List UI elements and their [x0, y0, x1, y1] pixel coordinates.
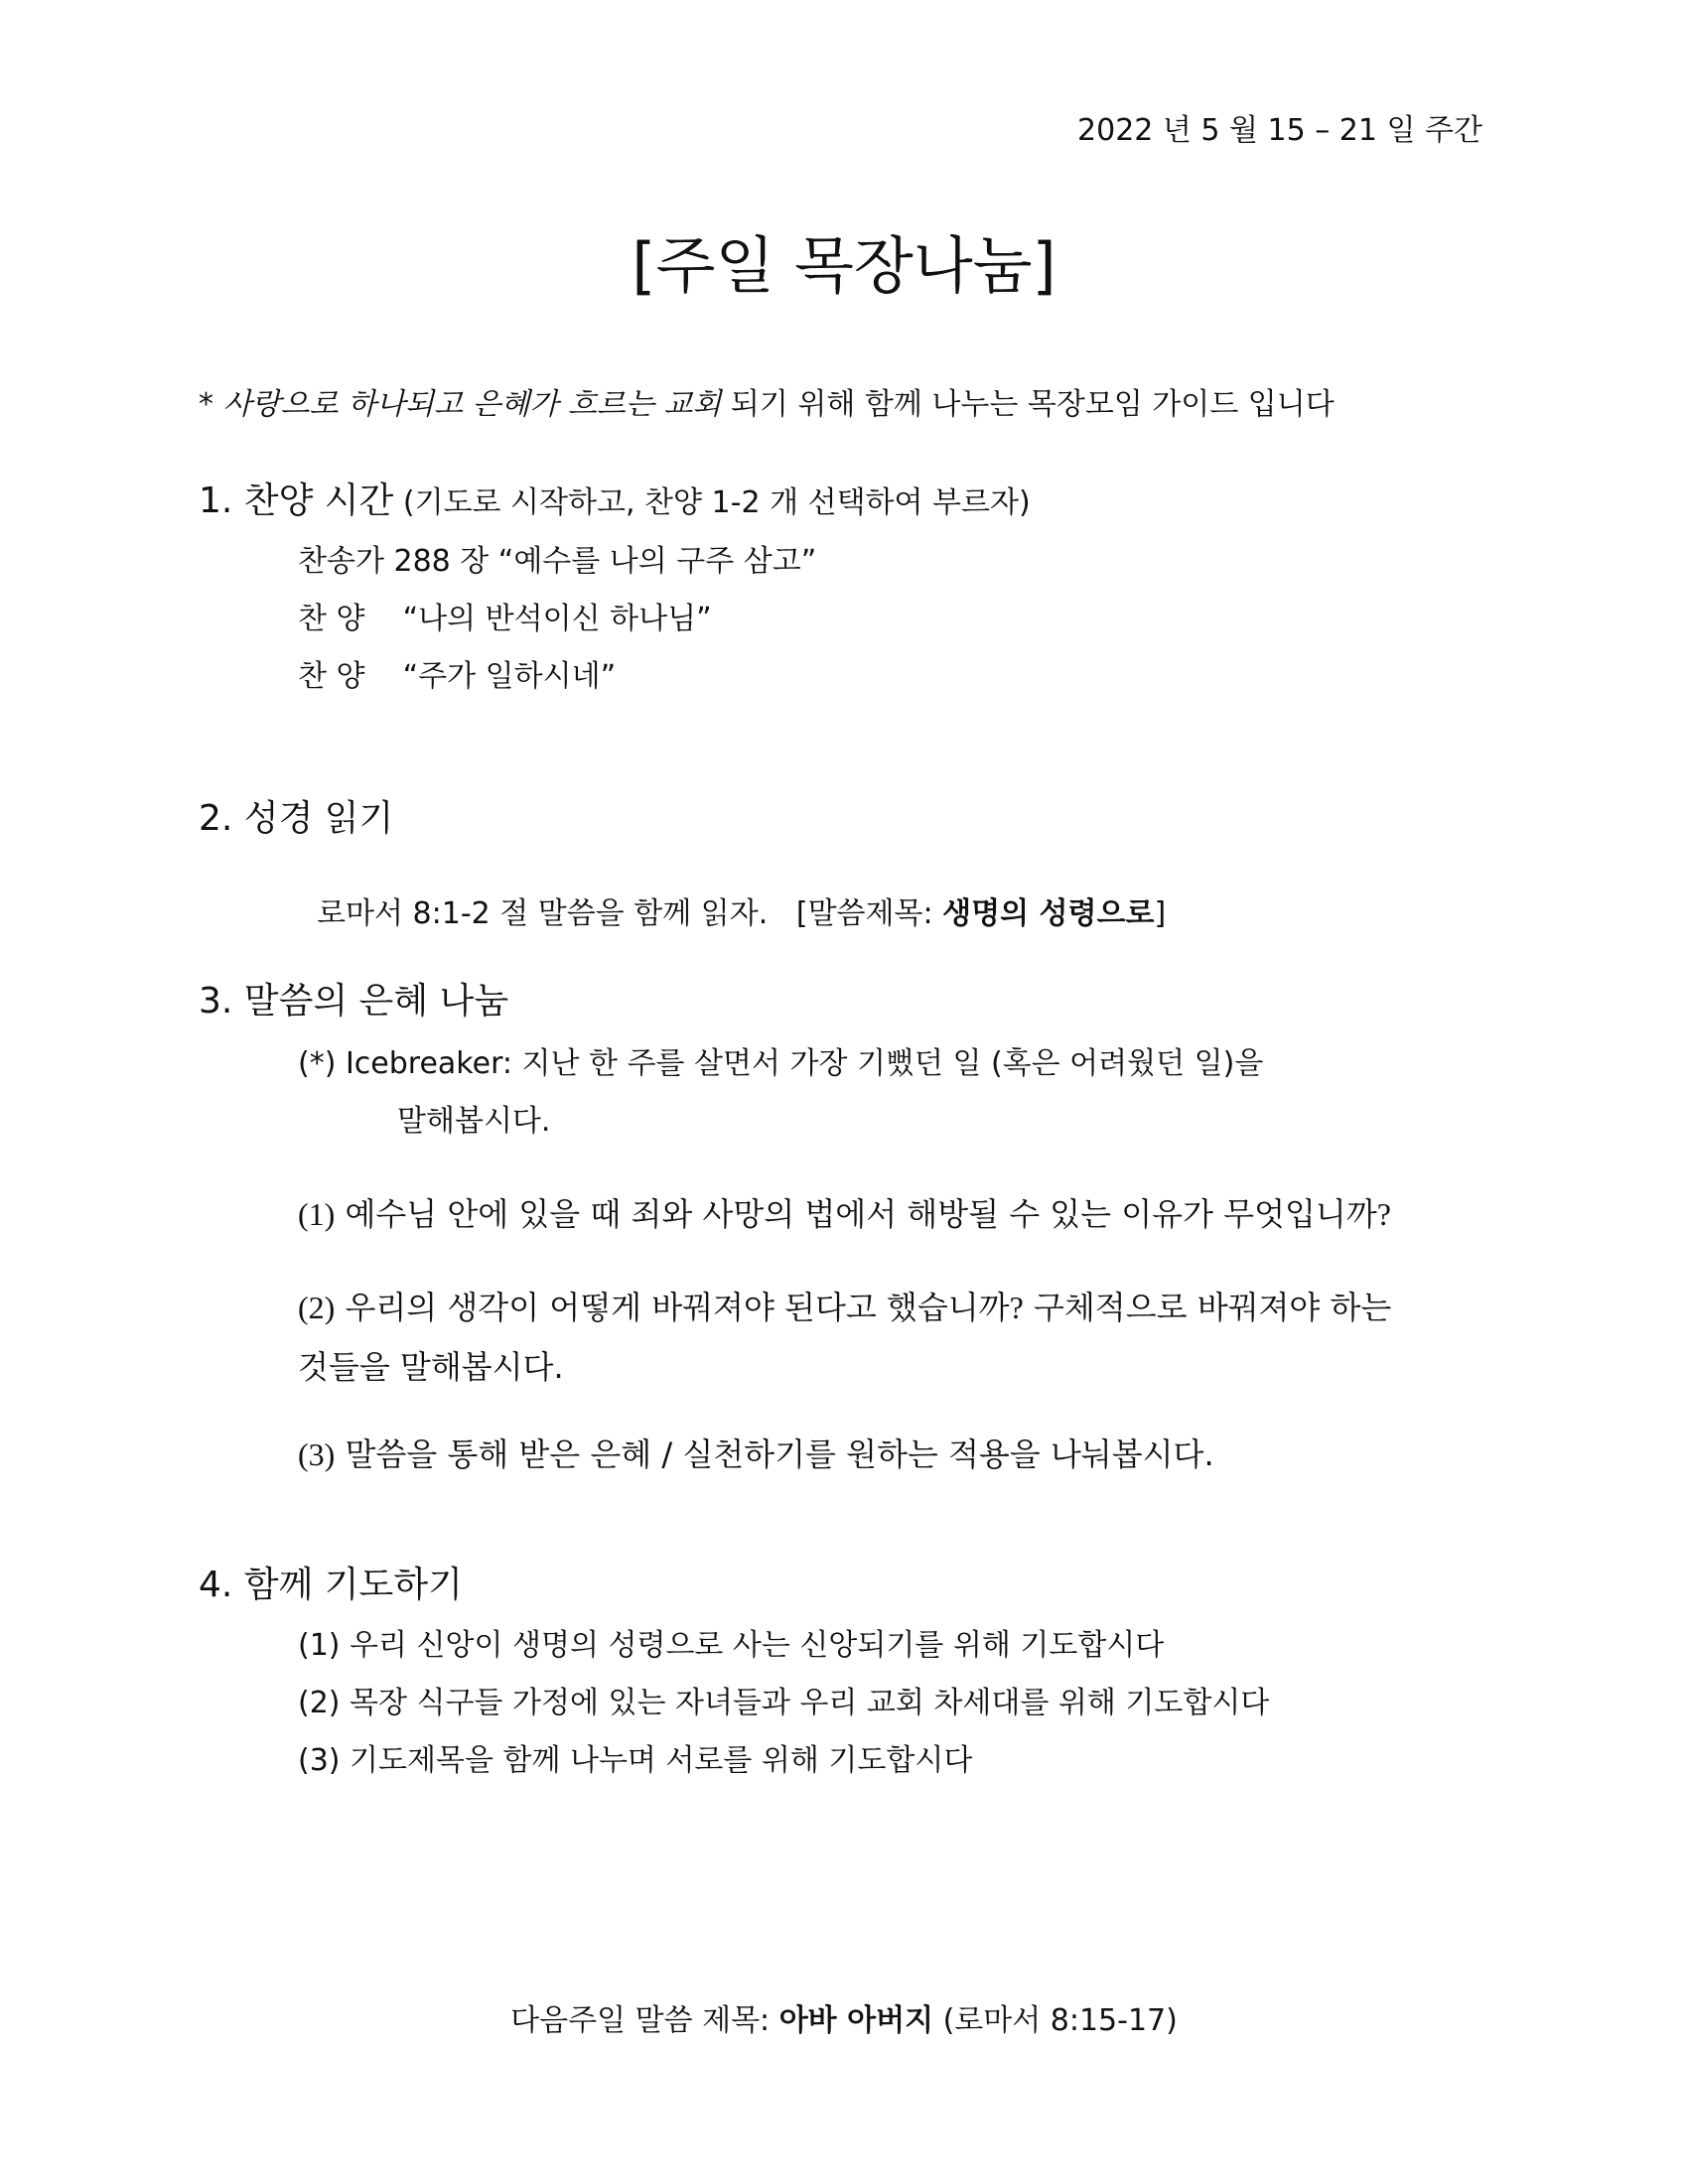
question-3: [298, 1430, 1214, 1475]
praise-item-3: 찬 양 “주가 일하시네”: [298, 659, 617, 694]
next-week-sermon: [0, 1995, 1688, 2039]
intro-emphasis: 사랑으로 하나되고 은혜가 흐르는 교회: [222, 387, 722, 422]
praise-heading-note: (기도로 시작하고, 찬양 1-2 개 선택하여 부르자): [393, 485, 1031, 520]
week-date: 2022 년 5 월 15 – 21 일 주간: [1077, 113, 1482, 148]
sermon-title: 생명의 성령으로: [942, 896, 1155, 931]
next-week-label: 다음주일 말씀 제목:: [510, 2003, 779, 2038]
question-2-line-2: 것들을 말해봅시다.: [298, 1348, 564, 1386]
prayer-item-2: (2) 목장 식구들 가정에 있는 자녀들과 우리 교회 차세대를 위해 기도합시다: [298, 1686, 1270, 1720]
bible-reading-text: 로마서 8:1-2 절 말씀을 함께 읽자. [말씀제목:: [317, 896, 943, 931]
icebreaker-line-1: (*) Icebreaker: 지난 한 주를 살면서 가장 기뻤던 일 (혹은 어려웠던 일)을: [298, 1046, 1264, 1081]
question-1: [298, 1189, 1391, 1235]
question-2-text-b: 구체적으로 바꿔져야 하는: [1023, 1289, 1392, 1326]
bible-reading-close: ]: [1154, 896, 1167, 931]
intro-star: *: [199, 387, 213, 422]
praise-item-2: 찬 양 “나의 반석이신 하나님”: [298, 602, 712, 636]
prayer-item-3: (3) 기도제목을 함께 나누며 서로를 위해 기도합시다: [298, 1743, 973, 1778]
next-week-reference: (로마서 8:15-17): [933, 2003, 1178, 2038]
question-2-number: (2): [298, 1290, 336, 1325]
intro-rest: 되기 위해 함께 나누는 목장모임 가이드 입니다: [721, 387, 1335, 422]
question-1-text: 예수님 안에 있을 때 죄와 사망의 법에서 해방될 수 있는 이유가 무엇입니까: [335, 1195, 1377, 1233]
section-prayer-heading: 4. 함께 기도하기: [199, 1565, 463, 1605]
question-3-number: (3): [298, 1436, 336, 1472]
question-3-text: 말씀을 통해 받은 은혜 / 실천하기를 원하는 적용을 나눠봅시다.: [335, 1435, 1214, 1473]
question-2-qmark: ?: [1009, 1290, 1024, 1325]
bible-reading-line: [298, 854, 1166, 932]
section-praise-heading: [199, 473, 1031, 523]
praise-heading-text: 1. 찬양 시간: [199, 480, 394, 521]
question-1-number: (1): [298, 1196, 336, 1232]
section-sharing-heading: 3. 말씀의 은혜 나눔: [199, 981, 509, 1022]
praise-item-1: 찬송가 288 장 “예수를 나의 구주 삼고”: [298, 544, 817, 579]
prayer-item-1: (1) 우리 신앙이 생명의 성령으로 사는 신앙되기를 위해 기도합시다: [298, 1628, 1165, 1663]
page-title: [주일 목장나눔]: [632, 229, 1056, 302]
next-week-title: 아바 아버지: [778, 2003, 934, 2038]
question-1-qmark: ?: [1376, 1196, 1391, 1232]
intro-line: [199, 379, 1335, 423]
section-bible-heading: 2. 성경 읽기: [199, 798, 394, 839]
question-2-text-a: 우리의 생각이 어떻게 바꿔져야 된다고 했습니까: [335, 1289, 1010, 1326]
icebreaker-line-2: 말해봅시다.: [397, 1104, 551, 1139]
question-2-line-1: [298, 1283, 1391, 1328]
